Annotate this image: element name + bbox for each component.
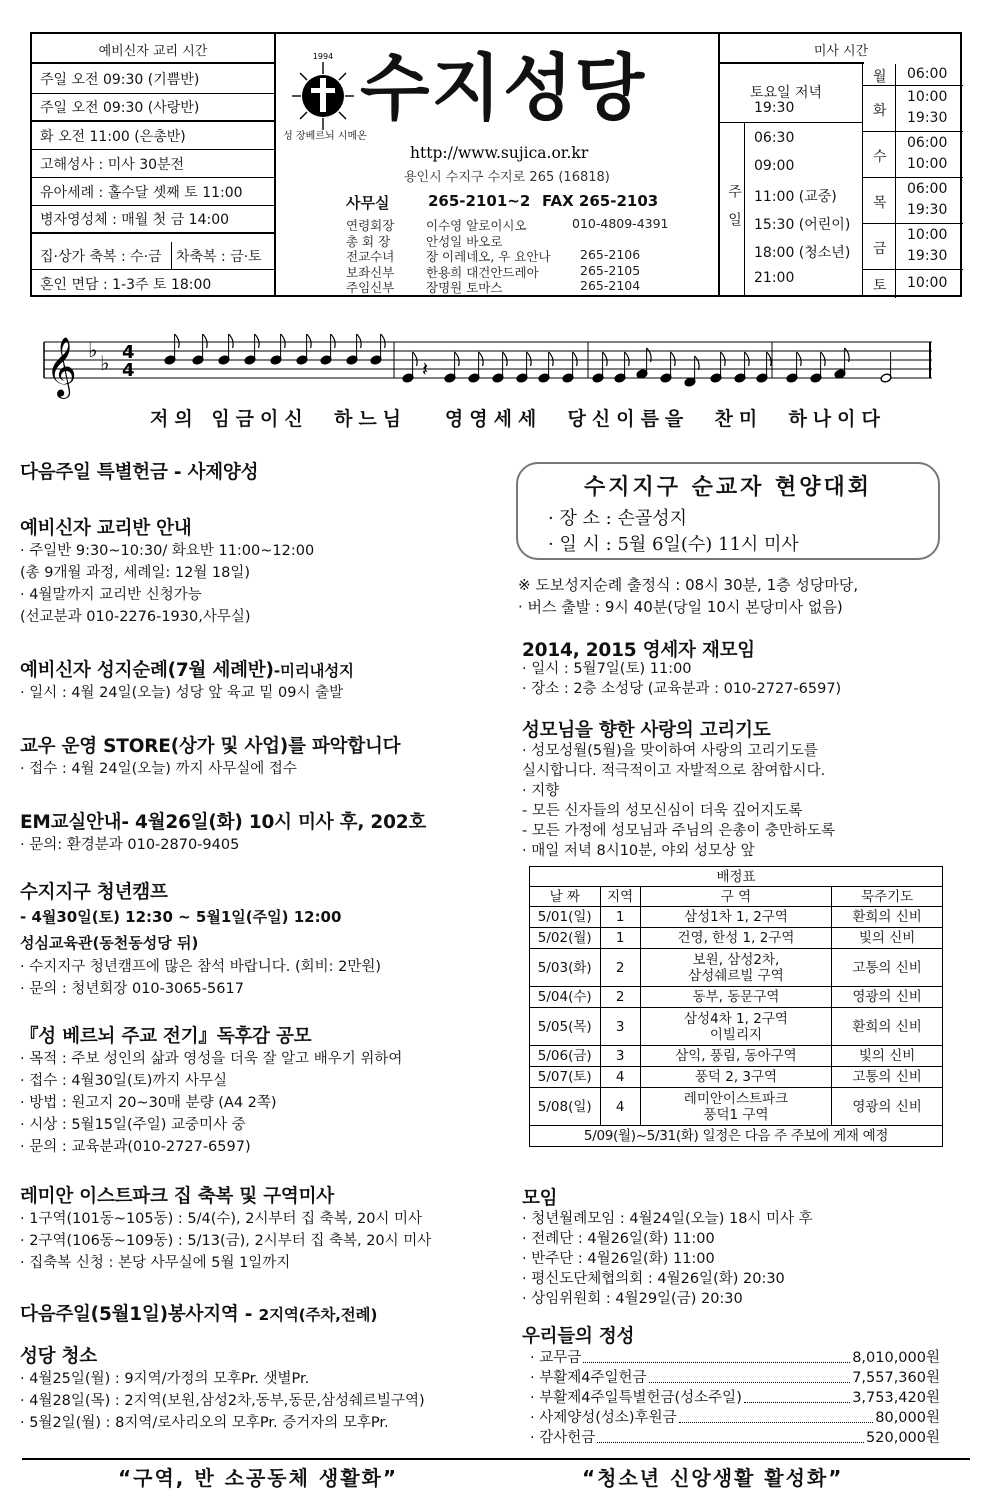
offering-leader xyxy=(679,1422,874,1423)
table-row xyxy=(530,949,943,987)
hymn-staff xyxy=(40,328,936,400)
weekday-label: 수 xyxy=(873,149,887,165)
time-signature: 4 xyxy=(122,342,135,363)
hymn-lyrics: 저의 임금이신 하느님 영영세세 당신이름을 찬미 하나이다 xyxy=(150,408,886,430)
table-cell: 빛의 신비 xyxy=(832,1046,943,1067)
catechism-title: 예비신자 교리 시간 xyxy=(98,44,208,59)
martyr-event-time: · 일 시 : 5월 6일(수) 11시 미사 xyxy=(548,534,799,555)
staff-phone: 265-2106 xyxy=(580,247,641,262)
table-cell: 2 xyxy=(600,987,640,1008)
sunday-mass-time: 18:00 (청소년) xyxy=(754,245,851,261)
offering-title: 우리들의 정성 xyxy=(522,1326,635,1347)
rosary-line: · 성모성월(5월)을 맞이하여 사랑의 고리기도를 xyxy=(522,743,818,759)
note-flag xyxy=(281,334,286,348)
martyr-event-box xyxy=(516,462,940,560)
staff-name: 이수영 알로이시오 xyxy=(426,218,527,233)
staff-role: 총 회 장 xyxy=(346,233,391,249)
weekday-label: 토 xyxy=(873,278,887,294)
table-cell: 5/03(화) xyxy=(530,949,601,987)
table-row xyxy=(530,907,943,928)
table-cell: 빛의 신비 xyxy=(832,928,943,949)
offering-label: · 감사헌금 xyxy=(530,1430,596,1446)
offering-row xyxy=(530,1388,940,1408)
note-flag xyxy=(745,352,750,366)
church-name: 수지성당 xyxy=(360,46,647,130)
table-header: 날 짜 xyxy=(530,887,601,907)
table-header: 지역 xyxy=(600,887,640,907)
weekday-row xyxy=(863,86,963,132)
weekday-time: 19:30 xyxy=(907,202,948,218)
office-phone: 265-2101~2 xyxy=(428,192,531,210)
offering-label: · 부활제4주일특별헌금(성소주일) xyxy=(530,1390,742,1406)
weekday-row xyxy=(863,64,963,86)
table-row xyxy=(530,1067,943,1088)
sat-time: 19:30 xyxy=(754,100,795,116)
weekday-time: 10:00 xyxy=(907,156,948,172)
essay-line: · 접수 : 4월30일(토)까지 사무실 xyxy=(20,1073,227,1089)
header-box xyxy=(30,32,962,297)
note-flag xyxy=(357,334,362,348)
staff-phone: 265-2105 xyxy=(580,262,641,278)
em-title: EM교실안내- 4월26일(화) 10시 미사 후, 202호 xyxy=(20,812,427,833)
footer-slogan-left: “구역, 반 소공동체 생활화” xyxy=(118,1466,398,1490)
catechism-row: 병자영성체 : 매월 첫 금 14:00 xyxy=(32,206,274,234)
table-cell: 3 xyxy=(600,1046,640,1067)
sunday-mass-time: 15:30 (어린이) xyxy=(754,217,851,233)
note-flag xyxy=(767,352,772,366)
note-flag xyxy=(695,356,700,370)
weekday-label: 금 xyxy=(873,241,887,257)
reunion-title: 2014, 2015 영세자 재모임 xyxy=(522,640,755,661)
table-cell: 1 xyxy=(600,928,640,949)
weekday-divider xyxy=(895,178,896,223)
weekday-row xyxy=(863,270,963,298)
weekday-time: 06:00 xyxy=(907,135,948,151)
em-line: · 문의: 환경분과 010-2870-9405 xyxy=(20,837,240,853)
note-flag xyxy=(527,352,532,366)
offering-label: · 사제양성(성소)후원금 xyxy=(530,1410,677,1426)
camp-title: 수지지구 청년캠프 xyxy=(20,882,168,903)
table-cell: 건영, 한성 1, 2구역 xyxy=(640,928,831,949)
cleaning-title: 성당 청소 xyxy=(20,1346,97,1367)
flat-icon: ♭ xyxy=(88,338,98,362)
table-cell: 동부, 동문구역 xyxy=(640,987,831,1008)
sunday-mass-time: 09:00 xyxy=(754,158,795,174)
table-cell: 환희의 신비 xyxy=(832,907,943,928)
note-flag xyxy=(721,352,726,366)
staff-phone: 265-2104 xyxy=(580,278,641,293)
offering-amount: 80,000원 xyxy=(875,1410,940,1426)
table-cell: 풍덕 2, 3구역 xyxy=(640,1067,831,1088)
staff-role: 보좌신부 xyxy=(346,264,395,280)
treble-clef-icon: 𝄞 xyxy=(46,337,77,397)
sat-label: 토요일 저녁 xyxy=(750,85,823,101)
weekday-divider xyxy=(895,270,896,298)
catechism-notice-title: 예비신자 교리반 안내 xyxy=(20,518,192,539)
weekday-row xyxy=(863,132,963,178)
weekday-divider xyxy=(895,132,896,177)
offering-next: 다음주일 특별헌금 - 사제양성 xyxy=(20,462,259,483)
offering-leader xyxy=(597,1442,864,1443)
office-label: 사무실 xyxy=(346,194,390,212)
offering-amount: 7,557,360원 xyxy=(852,1370,940,1386)
offering-leader xyxy=(583,1362,850,1363)
church-logo xyxy=(290,50,356,130)
rosary-title: 성모님을 향한 사랑의 고리기도 xyxy=(522,720,771,741)
rosary-line: 실시합니다. 적극적이고 자발적으로 참여합시다. xyxy=(522,763,826,779)
note-flag xyxy=(413,352,418,366)
table-footer: 5/09(월)~5/31(화) 일정은 다음 주 주보에 게재 예정 xyxy=(530,1126,943,1147)
catechism-notice-line: · 주일반 9:30~10:30/ 화요반 11:00~12:00 xyxy=(20,543,315,559)
reunion-line: · 일시 : 5월7일(토) 11:00 xyxy=(522,661,692,677)
service-area-title: 다음주일(5월1일)봉사지역 - 2지역(주차,전례) xyxy=(20,1304,378,1325)
note-flag xyxy=(331,334,336,348)
remian-line: · 1구역(101동~105동) : 5/4(수), 2시부터 집 축복, 20시 미사 xyxy=(20,1211,423,1227)
offering-row xyxy=(530,1368,940,1388)
table-cell: 삼성4차 1, 2구역 이빌리지 xyxy=(640,1008,831,1046)
meeting-line: · 상임위원회 : 4월29일(금) 20:30 xyxy=(522,1291,743,1307)
cleaning-line: · 4월25일(월) : 9지역/가정의 모후Pr. 샛별Pr. xyxy=(20,1371,310,1387)
weekday-label: 화 xyxy=(873,103,887,119)
blessing-row xyxy=(32,242,274,270)
offering-label: · 교무금 xyxy=(530,1350,582,1366)
weekday-label: 월 xyxy=(873,69,887,85)
table-cell: 5/08(일) xyxy=(530,1088,601,1126)
camp-line: · 수지지구 청년캠프에 많은 참석 바랍니다. (회비: 2만원) xyxy=(20,959,382,975)
note-flag xyxy=(229,334,234,348)
table-cell: 3 xyxy=(600,1008,640,1046)
catechism-notice-line: (선교분과 010-2276-1930,사무실) xyxy=(20,609,251,625)
meeting-line: · 청년월례모임 : 4월24일(오늘) 18시 미사 후 xyxy=(522,1211,813,1227)
note-flag xyxy=(307,334,312,348)
meeting-line: · 평신도단체협의회 : 4월26일(화) 20:30 xyxy=(522,1271,785,1287)
note-flag xyxy=(573,352,578,366)
office-fax: FAX 265-2103 xyxy=(542,192,659,210)
logo-caption: 성 장베르뇌 시메온 xyxy=(283,131,367,142)
catechism-row: 유아세례 : 홀수달 셋째 토 11:00 xyxy=(32,178,274,206)
sunday-mass-time: 06:30 xyxy=(754,130,795,146)
offering-amount: 3,753,420원 xyxy=(852,1390,940,1406)
martyr-event-place: · 장 소 : 손골성지 xyxy=(548,508,688,529)
flat-icon: ♭ xyxy=(100,351,110,375)
sunday-mass-time: 21:00 xyxy=(754,270,795,286)
note-flag xyxy=(603,352,608,366)
table-cell: 1 xyxy=(600,907,640,928)
table-cell: 4 xyxy=(600,1088,640,1126)
note-flag xyxy=(797,352,802,366)
rosary-line: · 지향 xyxy=(522,783,560,799)
table-cell: 고통의 신비 xyxy=(832,949,943,987)
weekday-time: 10:00 xyxy=(907,89,948,105)
note-flag xyxy=(479,352,484,366)
logo-year: 1994 xyxy=(312,52,334,61)
note-flag xyxy=(671,352,676,366)
catechism-row: 화 오전 11:00 (은총반) xyxy=(32,122,274,150)
camp-line: · 문의 : 청년회장 010-3065-5617 xyxy=(20,981,244,997)
catechism-row: 주일 오전 09:30 (사랑반) xyxy=(32,94,274,122)
essay-line: · 목적 : 주보 성인의 삶과 영성을 더욱 잘 알고 배우기 위하여 xyxy=(20,1051,403,1067)
catechism-notice-line: (총 9개월 과정, 세례일: 12월 18일) xyxy=(20,565,251,581)
remian-line: · 집축복 신청 : 본당 사무실에 5월 1일까지 xyxy=(20,1255,291,1271)
table-cell: 고통의 신비 xyxy=(832,1067,943,1088)
home-blessing: 집·상가 축복 : 수·금 xyxy=(32,242,172,269)
table-header: 묵주기도 xyxy=(832,887,943,907)
table-row xyxy=(530,1046,943,1067)
meeting-title: 모임 xyxy=(522,1188,558,1209)
weekday-time: 06:00 xyxy=(907,181,948,197)
table-cell: 환희의 신비 xyxy=(832,1008,943,1046)
table-row xyxy=(530,987,943,1008)
offering-row xyxy=(530,1408,940,1428)
cleaning-line: · 4월28일(목) : 2지역(보원,삼성2차,동부,동문,삼성쉐르빌구역) xyxy=(20,1393,425,1409)
reunion-line: · 장소 : 2층 소성당 (교육분과 : 010-2727-6597) xyxy=(522,681,842,697)
note-flag xyxy=(821,352,826,366)
essay-line: · 문의 : 교육분과(010-2727-6597) xyxy=(20,1139,251,1155)
camp-place: 성심교육관(동천동성당 뒤) xyxy=(20,934,199,952)
table-cell: 삼익, 풍림, 동아구역 xyxy=(640,1046,831,1067)
staff-role: 연령회장 xyxy=(346,218,395,233)
note-flag xyxy=(455,352,460,366)
footer-rule xyxy=(22,1458,970,1460)
weekday-divider xyxy=(895,86,896,131)
weekday-divider xyxy=(895,224,896,269)
mass-title: 미사 시간 xyxy=(813,44,869,59)
catechism-row: 주일 오전 09:30 (기쁨반) xyxy=(32,64,274,94)
rosary-line: - 모든 가정에 성모님과 주님의 은총이 충만하도록 xyxy=(522,823,836,839)
time-signature: 4 xyxy=(122,360,135,381)
rosary-line: · 매일 저녁 8시10분, 야외 성모상 앞 xyxy=(522,843,755,859)
weekday-time: 10:00 xyxy=(907,275,948,291)
table-cell: 5/06(금) xyxy=(530,1046,601,1067)
offering-row xyxy=(530,1348,940,1368)
staff-role: 주임신부 xyxy=(346,280,395,295)
staff-phone: 010-4809-4391 xyxy=(572,216,669,231)
offering-leader xyxy=(744,1402,850,1403)
pilgrimage-note: ※ 도보성지순례 출정식 : 08시 30분, 1층 성당마당, xyxy=(518,576,859,594)
sunday-mass-time: 11:00 (교중) xyxy=(754,189,837,205)
table-cell: 5/04(수) xyxy=(530,987,601,1008)
table-row xyxy=(530,1008,943,1046)
weekday-row xyxy=(863,224,963,270)
remian-line: · 2구역(106동~109동) : 5/13(금), 2시부터 집 축복, 20시 미사 xyxy=(20,1233,432,1249)
weekday-time: 06:00 xyxy=(907,66,948,82)
staff-name: 장명원 토마스 xyxy=(426,280,503,295)
table-header: 구 역 xyxy=(640,887,831,907)
store-line: · 접수 : 4월 24일(오늘) 까지 사무실에 접수 xyxy=(20,761,297,777)
weekday-row xyxy=(863,178,963,224)
note-flag xyxy=(381,334,386,348)
essay-title: 『성 베르뇌 주교 전기』독후감 공모 xyxy=(20,1026,312,1047)
table-cell: 보원, 삼성2차, 삼성쉐르빌 구역 xyxy=(640,949,831,987)
table-row xyxy=(530,1088,943,1126)
table-cell: 2 xyxy=(600,949,640,987)
catechism-row: 고해성사 : 미사 30분전 xyxy=(32,150,274,178)
table-cell: 영광의 신비 xyxy=(832,987,943,1008)
table-cell: 레미안이스트파크 풍덕1 구역 xyxy=(640,1088,831,1126)
meeting-line: · 전례단 : 4월26일(화) 11:00 xyxy=(522,1231,715,1247)
note-flag xyxy=(625,352,630,366)
martyr-event-title: 수지지구 순교자 현양대회 xyxy=(583,474,873,500)
rosary-schedule-table xyxy=(529,866,943,1147)
note-flag xyxy=(549,352,554,366)
table-cell: 5/01(일) xyxy=(530,907,601,928)
camp-date: - 4월30일(토) 12:30 ~ 5월1일(주일) 12:00 xyxy=(20,908,342,926)
pilgrimage-note: · 버스 출발 : 9시 40분(당일 10시 본당미사 없음) xyxy=(518,598,843,616)
offering-amount: 520,000원 xyxy=(866,1430,940,1446)
footer-slogan-right: “청소년 신앙생활 활성화” xyxy=(582,1466,844,1490)
weekday-label: 목 xyxy=(873,195,887,211)
table-title: 배정표 xyxy=(530,867,943,887)
table-cell: 5/02(월) xyxy=(530,928,601,949)
pilgrimage-line: · 일시 : 4월 24일(오늘) 성당 앞 육교 밑 09시 출발 xyxy=(20,685,344,701)
staff-name: 한용희 대건안드레아 xyxy=(426,264,539,280)
note-flag xyxy=(203,334,208,348)
essay-line: · 방법 : 원고지 20~30매 분량 (A4 2쪽) xyxy=(20,1095,277,1111)
weekday-divider xyxy=(895,64,896,85)
rosary-line: - 모든 신자들의 성모신심이 더욱 깊어지도록 xyxy=(522,803,803,819)
weekday-time: 19:30 xyxy=(907,248,948,264)
catechism-notice-line: · 4월말까지 교리반 신청가능 xyxy=(20,587,202,603)
church-address: 용인시 수지구 수지로 265 (16818) xyxy=(404,170,610,185)
table-cell: 4 xyxy=(600,1067,640,1088)
staff-name: 장 이레네오, 우 요안나 xyxy=(426,249,551,264)
table-cell: 삼성1차 1, 2구역 xyxy=(640,907,831,928)
pilgrimage-title: 예비신자 성지순례(7월 세례반)-미리내성지 xyxy=(20,660,354,681)
table-cell: 5/05(목) xyxy=(530,1008,601,1046)
table-cell: 5/07(토) xyxy=(530,1067,601,1088)
marriage-row: 혼인 면담 : 1-3주 토 18:00 xyxy=(40,277,212,293)
weekday-time: 19:30 xyxy=(907,110,948,126)
remian-title: 레미안 이스트파크 집 축복 및 구역미사 xyxy=(20,1186,334,1207)
staff-role: 전교수녀 xyxy=(346,249,395,264)
offering-label: · 부활제4주일헌금 xyxy=(530,1370,647,1386)
meeting-line: · 반주단 : 4월26일(화) 11:00 xyxy=(522,1251,715,1267)
church-url-link[interactable]: http://www.sujica.or.kr xyxy=(410,144,589,162)
car-blessing: 차축복 : 금·토 xyxy=(176,248,262,265)
cleaning-line: · 5월2일(월) : 8지역/로사리오의 모후Pr. 증거자의 모후Pr. xyxy=(20,1415,389,1431)
note-flag xyxy=(175,334,180,348)
table-row xyxy=(530,928,943,949)
note-flag xyxy=(503,352,508,366)
offering-leader xyxy=(649,1382,851,1383)
rest-icon: 𝄽 xyxy=(422,357,429,381)
offering-amount: 8,010,000원 xyxy=(852,1350,940,1366)
offering-row xyxy=(530,1428,940,1448)
staff-name: 안성일 바오로 xyxy=(426,233,503,249)
table-cell: 영광의 신비 xyxy=(832,1088,943,1126)
weekday-time: 10:00 xyxy=(907,227,948,243)
store-title: 교우 운영 STORE(상가 및 사업)를 파악합니다 xyxy=(20,736,401,757)
sunday-label: 주일 xyxy=(726,184,742,240)
essay-line: · 시상 : 5월15일(주일) 교중미사 중 xyxy=(20,1117,246,1133)
note-flag xyxy=(255,334,260,348)
